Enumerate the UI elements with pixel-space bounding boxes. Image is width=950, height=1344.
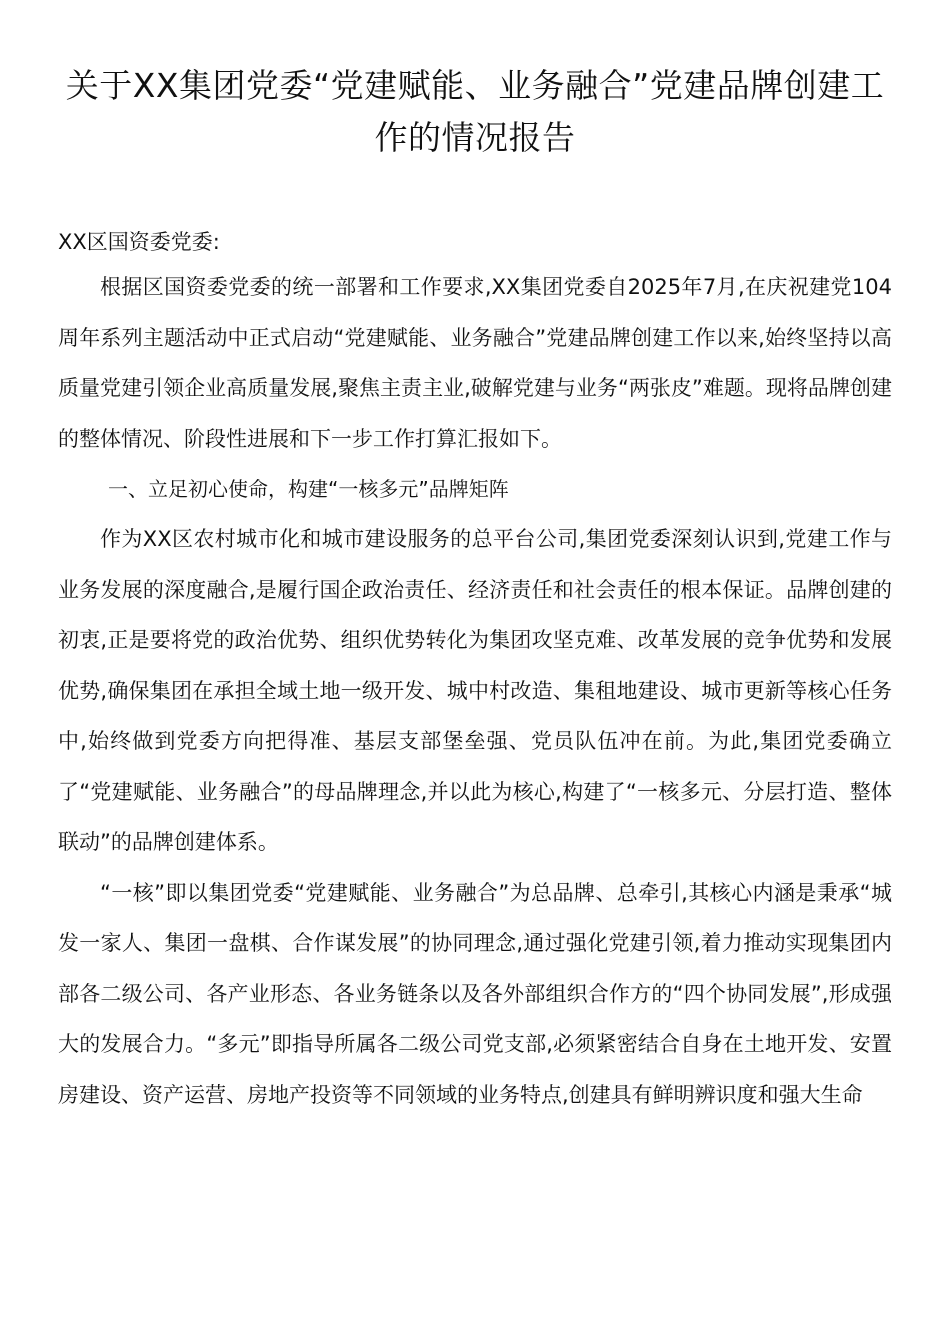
intro-paragraph: 根据区国资委党委的统一部署和工作要求,XX集团党委自2025年7月,在庆祝建党104周年系列主题活动中正式启动“党建赋能、业务融合”党建品牌创建工作以来,始终坚持以高质量党建引领企业高质量发展,聚焦主责主业,破解党建与业务“两张皮”难题。现将品牌创建的整体情况、阶段性进展和下一步工作打算汇报如下。 — [58, 275, 892, 451]
document-page — [58, 60, 892, 1120]
section-paragraph: 作为XX区农村城市化和城市建设服务的总平台公司,集团党委深刻认识到,党建工作与业务发展的深度融合,是履行国企政治责任、经济责任和社会责任的根本保证。品牌创建的初衷,正是要将党的政治优势、组织优势转化为集团攻坚克难、改革发展的竞争优势和发展优势,确保集团在承担全域土地一级开发、城中村改造、集租地建设、城市更新等核心任务中,始终做到党委方向把得准、基层支部堡垒强、党员队伍冲在前。为此,集团党委确立了“党建赋能、业务融合”的母品牌理念,并以此为核心,构建了“一核多元、分层打造、整体联动”的品牌创建体系。 — [58, 527, 892, 854]
document-title: 关于XX集团党委“党建赋能、业务融合”党建品牌创建工作的情况报告 — [65, 66, 885, 157]
salutation: XX区国资委党委: — [58, 230, 220, 254]
section-paragraph: “一核”即以集团党委“党建赋能、业务融合”为总品牌、总牵引,其核心内涵是秉承“城发一家人、集团一盘棋、合作谋发展”的协同理念,通过强化党建引领,着力推动实现集团内部各二级公司、各产业形态、各业务链条以及各外部组织合作方的“四个协同发展”,形成强大的发展合力。“多元”即指导所属各二级公司党支部,必须紧密结合自身在土地开发、安置房建设、资产运营、房地产投资等不同领域的业务特点,创建具有鲜明辨识度和强大生命 — [58, 880, 892, 1107]
section-heading: 一、立足初心使命，构建“一核多元”品牌矩阵 — [108, 477, 509, 501]
